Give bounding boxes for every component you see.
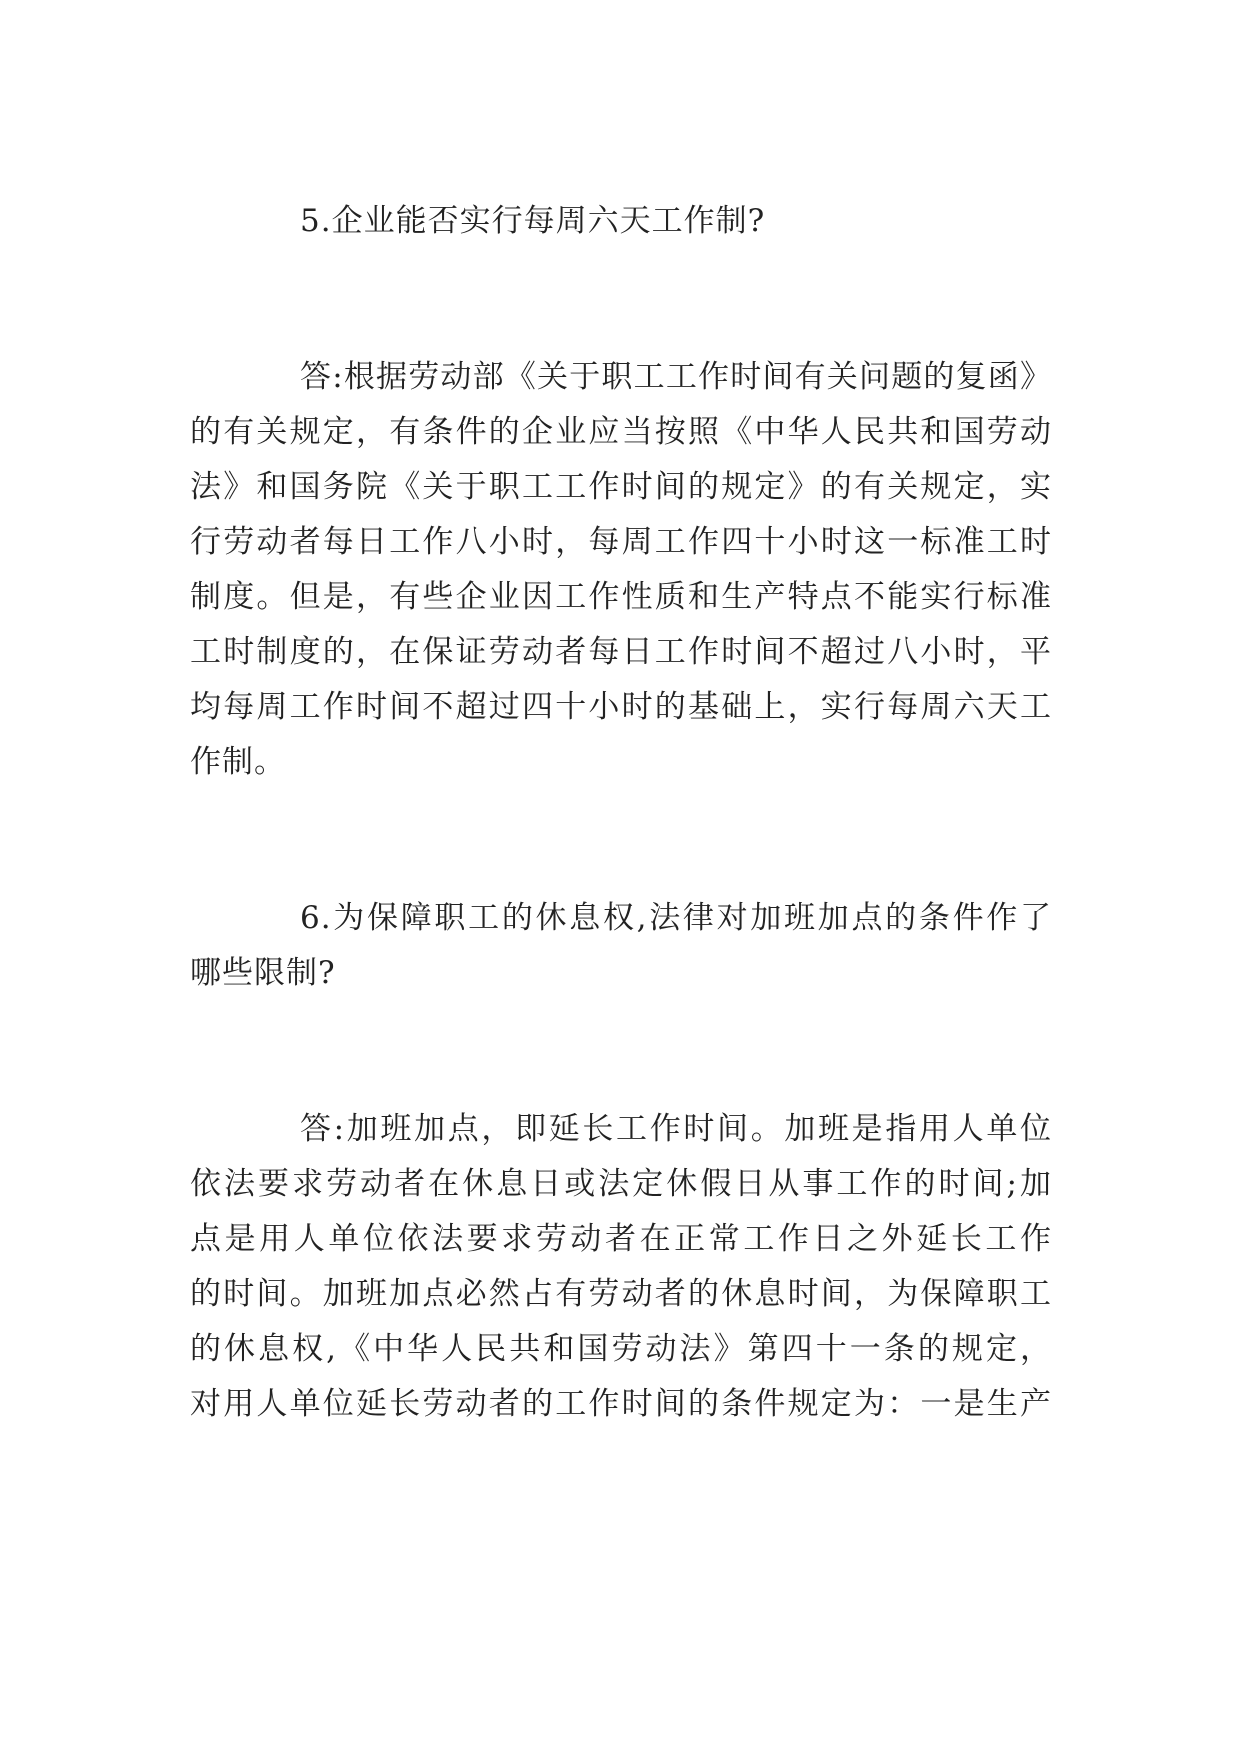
question-5-answer-line-4: 行劳动者每日工作八小时，每周工作四十小时这一标准工时 — [190, 524, 1052, 560]
question-6-answer-line-6: 对用人单位延长劳动者的工作时间的条件规定为：一是生产 — [190, 1386, 1052, 1422]
question-6-heading-line-1: 6.为保障职工的休息权,法律对加班加点的条件作了 — [300, 900, 1052, 936]
question-5-answer-line-1: 答:根据劳动部《关于职工工作时间有关问题的复函》 — [300, 359, 1052, 395]
question-5-answer-line-6: 工时制度的，在保证劳动者每日工作时间不超过八小时，平 — [190, 634, 1052, 670]
question-6-answer-line-4: 的时间。加班加点必然占有劳动者的休息时间，为保障职工 — [190, 1276, 1052, 1312]
question-6-answer-line-5: 的休息权,《中华人民共和国劳动法》第四十一条的规定， — [190, 1331, 1052, 1367]
question-5-answer-line-3: 法》和国务院《关于职工工作时间的规定》的有关规定，实 — [190, 469, 1052, 505]
question-5-answer-line-2: 的有关规定，有条件的企业应当按照《中华人民共和国劳动 — [190, 414, 1052, 450]
question-6-answer-line-3: 点是用人单位依法要求劳动者在正常工作日之外延长工作 — [190, 1221, 1052, 1257]
question-6-heading-line-2: 哪些限制? — [190, 955, 336, 991]
question-5-answer-line-5: 制度。但是，有些企业因工作性质和生产特点不能实行标准 — [190, 579, 1052, 615]
question-5-answer-line-7: 均每周工作时间不超过四十小时的基础上，实行每周六天工 — [190, 689, 1052, 725]
question-5-heading: 5.企业能否实行每周六天工作制? — [300, 203, 766, 239]
question-5-answer-line-8: 作制。 — [190, 744, 286, 780]
question-6-answer-line-2: 依法要求劳动者在休息日或法定休假日从事工作的时间;加 — [190, 1166, 1052, 1202]
question-6-answer-line-1: 答:加班加点，即延长工作时间。加班是指用人单位 — [300, 1111, 1052, 1147]
